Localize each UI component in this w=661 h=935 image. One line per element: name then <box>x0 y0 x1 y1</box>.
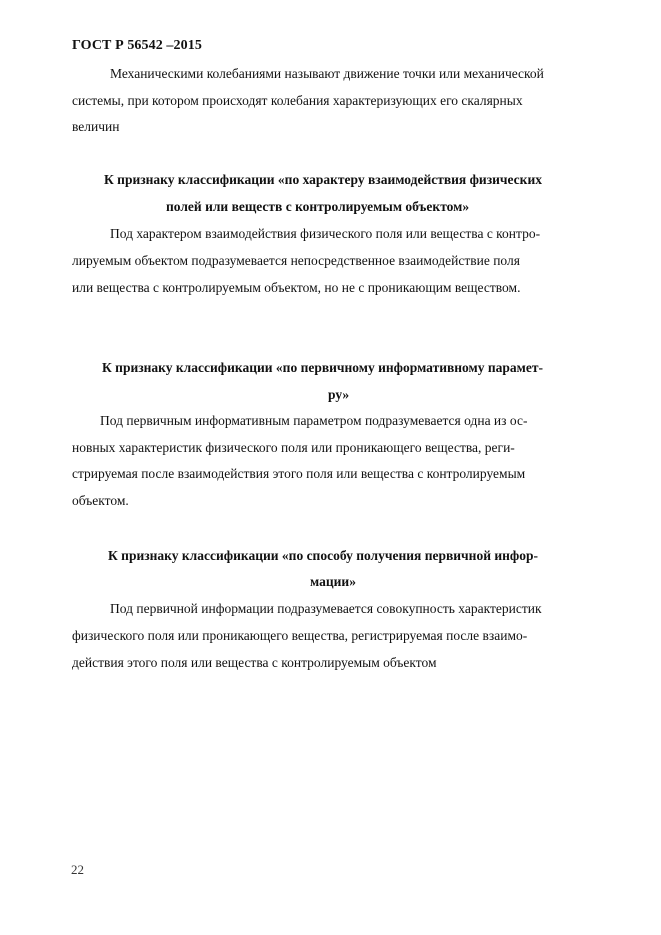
paragraph-line: системы, при котором происходят колебания характеризующих его скалярных <box>72 93 523 108</box>
paragraph-line: объектом. <box>72 493 129 508</box>
paragraph-line: Под характером взаимодействия физического поля или вещества с контро- <box>110 226 541 241</box>
section-heading: К признаку классификации «по характеру взаимодействия физических <box>104 172 542 187</box>
paragraph-line: Под первичным информативным параметром подразумевается одна из ос- <box>100 413 528 428</box>
paragraph-line: лируемым объектом подразумевается непосредственное взаимодействие поля <box>72 253 520 268</box>
document-header: ГОСТ Р 56542 –2015 <box>72 38 202 53</box>
paragraph-line: стрируемая после взаимодействия этого поля или вещества с контролируемым <box>72 466 526 481</box>
paragraph-line: новных характеристик физического поля или проникающего вещества, реги- <box>72 440 515 455</box>
section-heading: ру» <box>328 387 350 402</box>
paragraph-line: Под первичной информации подразумевается совокупность характеристик <box>110 601 542 616</box>
section-heading: К признаку классификации «по первичному информативному парамет- <box>102 360 543 375</box>
paragraph-line: Механическими колебаниями называют движение точки или механической <box>110 66 544 81</box>
section-heading: мации» <box>310 574 356 589</box>
paragraph-line: действия этого поля или вещества с контролируемым объектом <box>72 655 437 670</box>
section-heading: К признаку классификации «по способу получения первичной инфор- <box>108 548 538 563</box>
paragraph-line: физического поля или проникающего вещества, регистрируемая после взаимо- <box>72 628 528 643</box>
paragraph-line: величин <box>72 119 120 134</box>
paragraph-line: или вещества с контролируемым объектом, но не с проникающим веществом. <box>72 280 521 295</box>
section-heading: полей или веществ с контролируемым объектом» <box>166 199 470 214</box>
page-number: 22 <box>71 862 84 877</box>
